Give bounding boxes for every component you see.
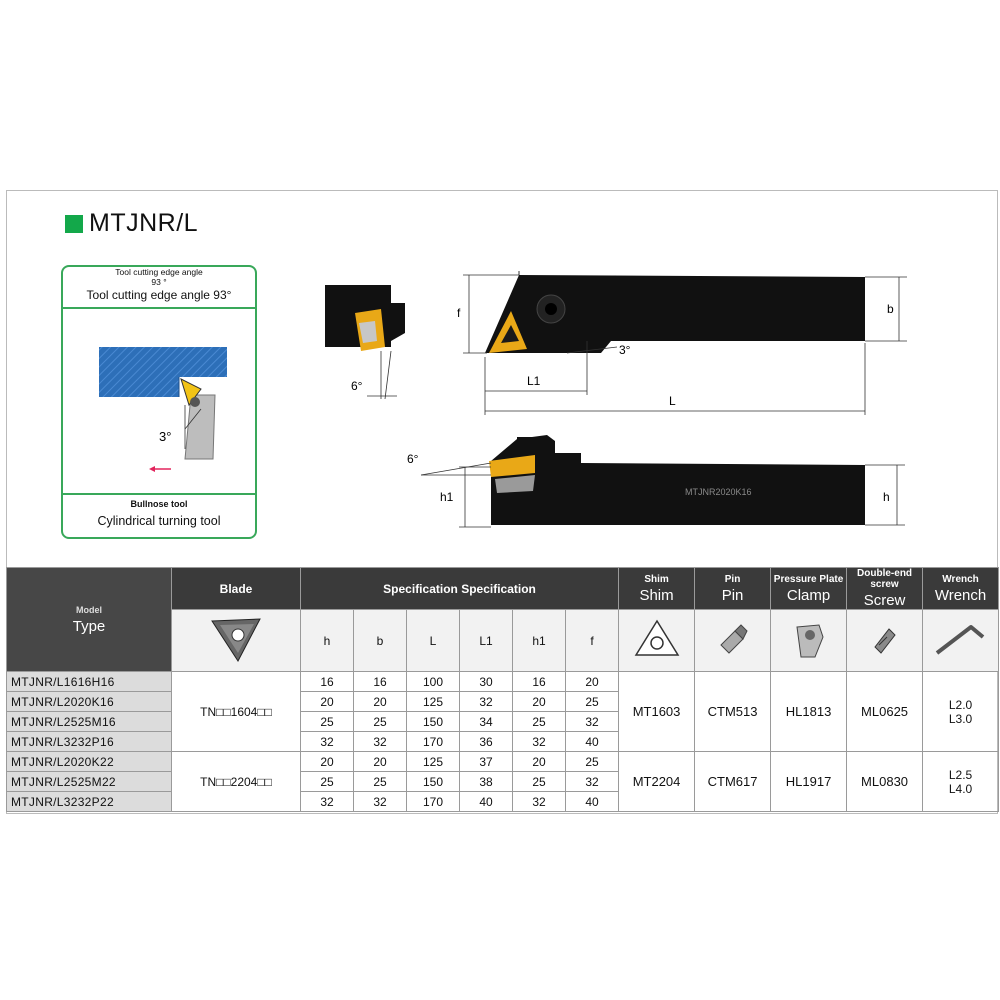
legend-bottom-small: Bullnose tool	[130, 499, 188, 509]
spec-cell: 125	[407, 752, 460, 772]
dim-L1: L1	[527, 374, 541, 388]
spec-cell: 32	[354, 732, 407, 752]
spec-cell: 32	[301, 792, 354, 812]
shim-icon	[632, 617, 682, 661]
spec-cell: 20	[566, 672, 619, 692]
model-cell: MTJNR/L2525M16	[7, 712, 172, 732]
spec-cell: 38	[460, 772, 513, 792]
tool-drawing	[7, 191, 999, 571]
pin-cell: CTM513	[695, 672, 771, 752]
wrench-image	[923, 610, 999, 672]
screw-header: Double-end screw Screw	[847, 568, 923, 610]
pin-header: Pin Pin	[695, 568, 771, 610]
spec-cell: 25	[513, 712, 566, 732]
engraving-text: MTJNR2020K16	[685, 487, 752, 497]
spec-cell: 16	[301, 672, 354, 692]
pin-icon	[713, 617, 753, 661]
model-cell: MTJNR/L2020K22	[7, 752, 172, 772]
col-b: b	[354, 610, 407, 672]
spec-cell: 25	[513, 772, 566, 792]
spec-cell: 25	[566, 692, 619, 712]
model-cell: MTJNR/L2525M22	[7, 772, 172, 792]
screw-cell: ML0625	[847, 672, 923, 752]
spec-cell: 25	[354, 772, 407, 792]
spec-cell: 32	[301, 732, 354, 752]
spec-cell: 30	[460, 672, 513, 692]
clamp-cell: HL1917	[771, 752, 847, 812]
model-cell: MTJNR/L1616H16	[7, 672, 172, 692]
shim-cell: MT2204	[619, 752, 695, 812]
dim-b: b	[887, 302, 894, 316]
spec-cell: 25	[354, 712, 407, 732]
spec-cell: 32	[513, 792, 566, 812]
spec-cell: 100	[407, 672, 460, 692]
col-L: L	[407, 610, 460, 672]
spec-cell: 170	[407, 732, 460, 752]
wrench-icon	[931, 619, 991, 659]
legend-angle-label: 3°	[159, 429, 172, 444]
spec-cell: 34	[460, 712, 513, 732]
blade-image	[172, 610, 301, 672]
spec-cell: 32	[566, 772, 619, 792]
spec-cell: 150	[407, 772, 460, 792]
spec-cell: 25	[566, 752, 619, 772]
front-view	[325, 285, 405, 399]
spec-cell: 25	[301, 712, 354, 732]
clamp-cell: HL1813	[771, 672, 847, 752]
blade-cell: TN□□2204□□	[172, 752, 301, 812]
model-header: Model Type	[7, 568, 172, 672]
top-view	[457, 271, 907, 415]
spec-table	[6, 567, 999, 812]
spec-cell: 170	[407, 792, 460, 812]
clamp-icon	[789, 617, 829, 661]
dim-h: h	[883, 490, 890, 504]
spec-cell: 125	[407, 692, 460, 712]
col-h1: h1	[513, 610, 566, 672]
clamp-image	[771, 610, 847, 672]
table-row	[7, 672, 999, 692]
pin-cell: CTM617	[695, 752, 771, 812]
col-h: h	[301, 610, 354, 672]
wrench-size-1: L2.5	[948, 767, 973, 782]
legend-top-big: Tool cutting edge angle 93°	[86, 288, 232, 302]
spec-cell: 40	[460, 792, 513, 812]
dim-f: f	[457, 306, 461, 320]
spec-cell: 20	[301, 692, 354, 712]
product-title: MTJNR/L	[65, 209, 198, 238]
spec-cell: 20	[301, 752, 354, 772]
pin-image	[695, 610, 771, 672]
blade-cell: TN□□1604□□	[172, 672, 301, 752]
spec-cell: 20	[354, 752, 407, 772]
insert-triangle-icon	[206, 613, 266, 665]
shim-image	[619, 610, 695, 672]
spec-cell: 20	[513, 752, 566, 772]
spec-cell: 16	[513, 672, 566, 692]
angle-3: 3°	[619, 343, 631, 357]
shim-cell: MT1603	[619, 672, 695, 752]
spec-cell: 40	[566, 792, 619, 812]
spec-cell: 150	[407, 712, 460, 732]
side-view	[407, 435, 905, 527]
spec-cell: 25	[301, 772, 354, 792]
wrench-cell	[923, 672, 999, 752]
spec-cell: 20	[354, 692, 407, 712]
clamp-header: Pressure Plate Clamp	[771, 568, 847, 610]
spec-cell: 36	[460, 732, 513, 752]
dim-L: L	[669, 394, 676, 408]
blade-header: Blade	[172, 568, 301, 610]
spec-cell: 16	[354, 672, 407, 692]
spec-cell: 32	[566, 712, 619, 732]
model-cell: MTJNR/L3232P22	[7, 792, 172, 812]
spec-cell: 20	[513, 692, 566, 712]
wrench-header: Wrench Wrench	[923, 568, 999, 610]
model-cell: MTJNR/L2020K16	[7, 692, 172, 712]
spec-cell: 37	[460, 752, 513, 772]
wrench-size-2: L3.0	[948, 711, 973, 726]
shim-header: Shim Shim	[619, 568, 695, 610]
screw-icon	[865, 617, 905, 661]
dim-h1: h1	[440, 490, 454, 504]
wrench-cell	[923, 752, 999, 812]
angle-6-side: 6°	[407, 452, 419, 466]
legend-top-small: Tool cutting edge angle 93 °	[115, 267, 203, 287]
spec-header: Specification Specification	[301, 568, 619, 610]
screw-image	[847, 610, 923, 672]
angle-6-top: 6°	[351, 379, 363, 393]
table-row	[7, 752, 999, 772]
wrench-size-2: L4.0	[948, 781, 973, 796]
model-cell: MTJNR/L3232P16	[7, 732, 172, 752]
spec-cell: 32	[513, 732, 566, 752]
spec-cell: 32	[354, 792, 407, 812]
col-L1: L1	[460, 610, 513, 672]
screw-cell: ML0830	[847, 752, 923, 812]
spec-cell: 32	[460, 692, 513, 712]
col-f: f	[566, 610, 619, 672]
spec-cell: 40	[566, 732, 619, 752]
wrench-size-1: L2.0	[948, 697, 973, 712]
legend-bottom-big: Cylindrical turning tool	[97, 514, 221, 528]
